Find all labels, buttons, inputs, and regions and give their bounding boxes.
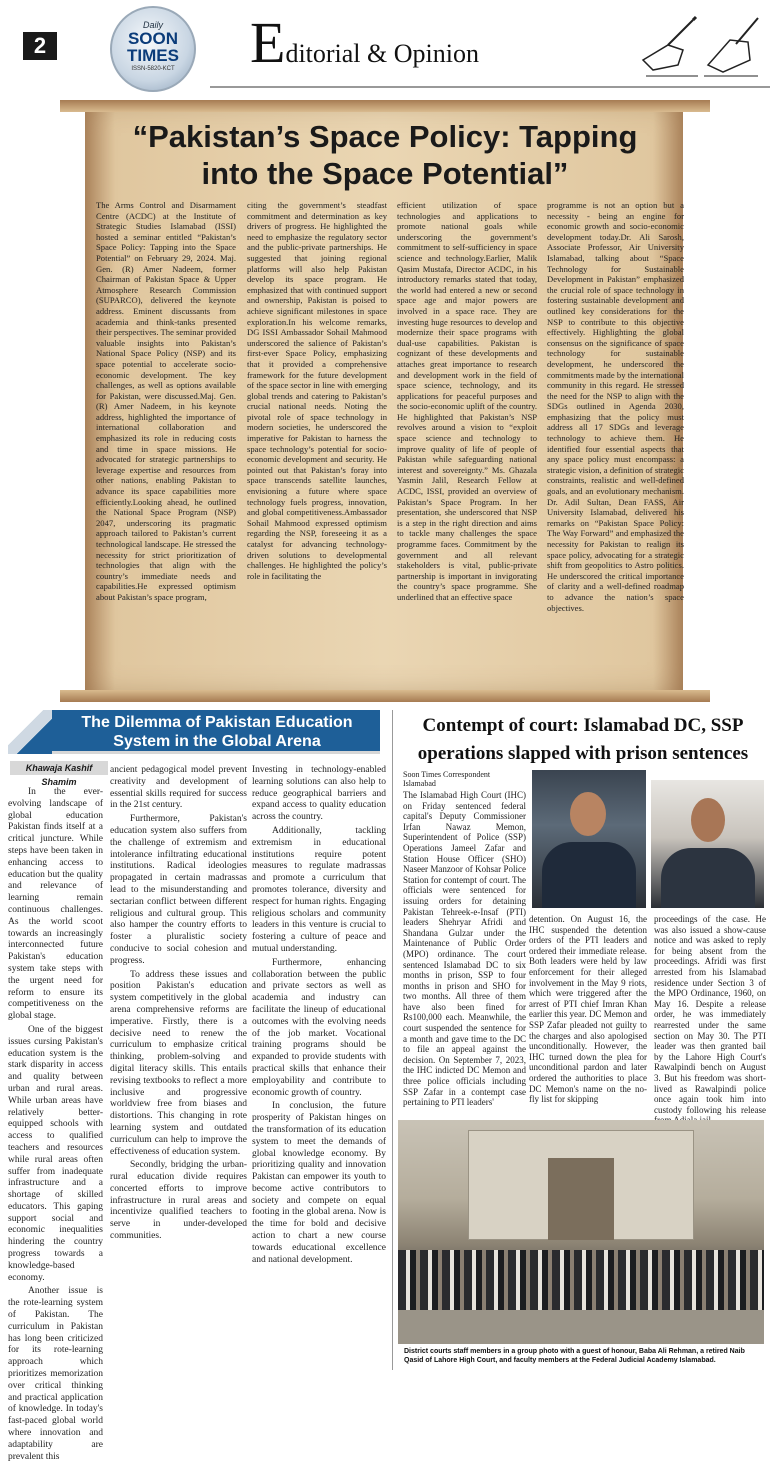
court-column-3: proceedings of the case. He was also issued a show-cause notice and was asked to reply for being absent from the proceedings. Afridi was first arrested from his Islamabad residence under Section 3 of the MPO Ordinance, 1960, on May 16. Despite a release order, he was immediately rearrested under the same section on May 30. The PTI leader was then granted bail by the Lahore High Court's Rawalpindi bench on August 3. But his freedom was short-lived as Rawalpindi police once again took him into custody following his release xyxy=(654,914,766,1115)
face xyxy=(570,792,606,836)
logo-soon: SOON xyxy=(127,29,179,48)
editorial-column-1: The Arms Control and Disarmament Centre (ACDC) at the Institute of Strategic Studies Islamabad (ISSI) hosted a seminar entitled “Pakistan’s Space Policy: Tapping into the Space Potential” on February 29, 2024. Maj. Gen. (R) Amer Nadeem, former Chairman of Pakistan Space & Upper Atmosphere Research Commission (SUPARCO), delivered the keynote address. Eminent discussants from academia and think-tanks presented their perspectives. The seminar provided valuable insights into Pakistan’s National Space Policy (NSP) and its space potential to accelerate socio-economic development. The key challenges, as well as options available for Pakistan, were discussed.Maj. Gen. (R) Amer Nadeem, in his keynote address, highlighted the importance of international collaboration and emphasized its role in reducing costs and time in space missions. He advocated for strategic partnerships to leverage expertise and resources from other nations, enabling Pakistan to advance its space capabilities more efficiently.Looking ahead, he outlined the National Space Program (NSP) 2047, underscoring its pragmatic approach tailored to Pakistan’s current technological landscape. He stressed the necessity for strict prioritization of technologies that align with the country’s immediate needs and capabilities.He expressed optimism about Pakistan’s space program, xyxy=(96,200,236,602)
correspondent: Soon Times Correspondent xyxy=(403,770,491,779)
logo-times: TIMES xyxy=(127,46,179,65)
editorial-headline: “Pakistan’s Space Policy: Tapping into the Space Potential” xyxy=(132,119,638,191)
paragraph: Furthermore, enhancing collaboration between the public and private sectors as well as academia and industry can facilitate the lineup of educational outcomes with the evolving needs of the job market. Vocational training programs should be expanded to provide students with practical skills that enhance their employability and contribute to economic growth of country. xyxy=(252,957,386,1098)
group-photo xyxy=(398,1120,764,1344)
headline-decoration xyxy=(8,710,52,754)
photo-caption: District courts staff members in a group photo with a guest of honour, Baba Ali Rehman, a retired Naib Qasid of Lahore High Court, and faculty members at the Federal Judicial Academy Islamabad. xyxy=(404,1348,745,1364)
paragraph: Furthermore, Pakistan's education system also suffers from the challenge of extremism and intolerance infiltrating educational institutions. Radical ideologies propagated in certain madrassas lead to the misunderstanding and sectarian conflict between different religious and cultural group. This also hamper the country efforts to foster a pluralistic society conducive to social cohesion and progress. xyxy=(110,814,247,966)
column-divider xyxy=(392,710,393,1370)
paragraph: ancient pedagogical model prevent creativity and development of essential skills required for success in the 21st century. xyxy=(110,765,247,811)
editorial-column-4: programme is not an option but a necessity - being an engine for economic growth and socio-economic development today.Dr. Ali Sarosh, Associate Professor, Air University Islamabad, talking about “Space Technology for Sustainable Development in Pakistan” emphasized the crucial role of space technology in fostering sustainable development and outlined key considerations for the NSP to contribute to this objective effectively. Highlighting the global consensus on the significance of space technology for sustainable development, he underscored the commitments made by the international community in this regard. He stressed the need for the NSP to align with the SDGs outlined in Agenda 2030, emphasizing that the policy must address all 17 SDGs and leverage technology to achieve them. He identified four essential aspects that any space policy must encompass: a strategic vision, a definition of strategic constraints, realistic and well-defined goals, and an evolutionary mechanism. Dr. Adil Sultan, Dean FASS, Air University Islamabad, delivered his remarks on “Pakistan Space Policy: The Way Forward” and emphasized the necessity for Pakistan to realign its space policy, advocating for a strategic shift from geopolitics to Astro politics. He underscored the critical importance of clarity and a well-defined roadmap to advance the nation’s space objectives. xyxy=(547,200,684,613)
suit xyxy=(542,842,636,908)
court-column-2: detention. On August 16, the IHC suspended the detention orders of the PTI leaders and ordered their immediate release. Both leaders were held by law enforcement for their alleged involvement in the May 9 riots, which were triggered after the arrest of PTI chief Imran Khan earlier this year. DC Memon and SSP Zafar pleaded not guilty to the charges and also apologised unconditionally. However, the IHC turned down the plea for unconditional pardon and later ordered the authorities to place DC Memon's name on the no-fly list for skipping xyxy=(529,914,647,1105)
people-row xyxy=(398,1250,764,1310)
editorial-column-2: citing the government’s steadfast commitment and determination as key drivers of progress. He highlighted the need to emphasize the regulatory sector and the public-private partnerships. He suggested that joining regional platforms will also help Pakistan develop its space program. He emphasized that with continued support and ownership, Pakistan is poised to achieve significant milestones in space exploration.In his welcome remarks, DG ISSI Ambassador Sohail Mahmood underscored the salience of Pakistan’s first-ever Space Policy, emphasizing that it provided a comprehensive framework for the future development of the space sector in line with emerging global trends and catering to Pakistan’s crucial national needs. Noting the pivotal role of space technology in modern societies, he underscored the imperative for Pakistan to harness the space technology’s potential for socio-economic development and security. He pointed out that Pakistan’s foray into space transcends satellite launches, envisioning a future where space technology fuels progress, innovation, and global competitiveness.Ambassador Sohail Mahmood expressed optimism regarding the NSP, foreseeing it as a catalyst for advancing technology-driven solutions to developmental challenges. He highlighted the policy’s role in facilitating the xyxy=(247,200,387,581)
paragraph: Additionally, tackling extremism in educational institutions require potent measures to regulate madrassas and promote a curriculum that promotes tolerance, diversity and respect for human rights. Engaging religious scholars and community leaders in this venture is crucial to fostering a culture of peace and mutual understanding. xyxy=(252,825,386,954)
writing-hands-icon xyxy=(638,10,766,84)
scroll-top-edge xyxy=(60,100,710,112)
header-rule xyxy=(210,86,770,88)
suit xyxy=(661,848,755,908)
court-headline: Contempt of court: Islamabad DC, SSP operations slapped with prison sentences xyxy=(417,715,749,764)
paragraph: One of the biggest issues cursing Pakistan's education system is the stark disparity in access and quality between urban and rural areas. While urban areas have relatively better-equipped schools with access to qualified teachers and resources while rural areas often suffer from inadequate infrastructure and a shortage of skilled educators. This gaping support social and economic inequalities hindering the country progress towards a knowledge-based economy. xyxy=(8,1024,103,1283)
section-initial: E xyxy=(250,10,286,75)
face xyxy=(691,798,725,842)
ssp-operations-photo xyxy=(651,780,764,908)
page-number: 2 xyxy=(23,32,57,60)
ground xyxy=(398,1310,764,1344)
paragraph: To address these issues and position Pakistan's education system competitively in the global arena comprehensive reforms are imperative. Firstly, there is a decisive need to renew the curriculum to emphasize critical thinking, problem-solving and digital literacy skills. This entails revising textbooks to reflect a more inclusive and progressive worldview free from biases and distortions. This changing in rote learning system and outdated curriculum can help to improve the effectiveness of education system. xyxy=(110,969,247,1157)
section-title-rest: ditorial & Opinion xyxy=(285,39,479,68)
education-headline-band xyxy=(8,710,380,754)
logo-daily: Daily xyxy=(142,20,163,30)
logo-issn: ISSN-5820-KCT xyxy=(131,66,175,72)
education-headline: The Dilemma of Pakistan Education System in the Global Arena xyxy=(81,714,353,750)
author-byline: Khawaja Kashif Shamim xyxy=(10,761,108,775)
paragraph: In the ever-evolving landscape of global education Pakistan finds itself at a critical juncture. While steps have been taken in enhancing access to education but the quality and relevance of learning remain continuous challenges. As the world scoot towards an increasingly interconnected future Pakistan's education system take steps with the urgent need for reform to ensure its competitiveness on the global stage. xyxy=(8,787,103,1022)
paragraph: Another issue is the rote-learning system of Pakistan. The curriculum in Pakistan has long been criticized for its rote-learning approach which prioritizes memorization over critical thinking and practical application of knowledge. In today's fast-paced global world where innovation and adaptability are prevalent this xyxy=(8,1286,103,1462)
education-column-1 xyxy=(8,787,103,1462)
education-column-3 xyxy=(252,765,386,1372)
masthead xyxy=(0,0,770,98)
correspondent-line xyxy=(403,770,490,788)
entrance xyxy=(548,1158,614,1240)
court-column-1: The Islamabad High Court (IHC) on Friday sentenced federal capital's Deputy Commissioner Irfan Nawaz Memon, Superintendent of Police (SSP) Operations Jameel Zafar and Station House Officer (SHO) Naseer Manzoor of Kohsar Police Station for contempt of court. The officials were sentenced for issuing orders for detaining Pakistan Tehreek-e-Insaf (PTI) leaders Shehryar Afridi and Shandana Gulzar under the Maintenance of Public Order (MPO) ordinance. The court sentenced Islamabad DC to six months in prison, SSP to four months in prison and SHO for two months. All three of them have also been fined for Rs100,000 each. Meanwhile, the court suspended the sentence for a month and gave time to the DC to file an appeal against the decision. On September 7, 2023, the IHC indicted DC Memon and three police officials including SSP Zafar in a contempt case pertaining to PTI leaders' xyxy=(403,790,526,1108)
paragraph: Investing in technology-enabled learning solutions can also help to reduce geographical barriers and expand access to quality education across the country. xyxy=(252,765,386,823)
scroll-bottom-edge xyxy=(60,690,710,702)
paragraph: In conclusion, the future prosperity of Pakistan hinges on the transformation of its education system to meet the demands of global knowledge economy. By prioritizing quality and innovation Pakistan can empower its youth to become active contributors to society and compete on equal footing in the global arena. Now is the time for bold and decisive action to chart a new course towards educational excellence and national development. xyxy=(252,1101,386,1265)
deputy-commissioner-photo xyxy=(532,770,646,908)
dateline: Islamabad xyxy=(403,779,436,788)
section-title xyxy=(250,10,479,75)
soon-times-logo xyxy=(110,6,196,92)
editorial-column-3: efficient utilization of space technologies and applications to promote national goals while underscoring the government’s commitment to self-sufficiency in space science and technology.Earlier, Malik Qasim Mustafa, Director ACDC, in his introductory remarks stated that today, the world had entered a new or second space age and major powers are involved in a space race. They are investing huge resources to develop and modernize their space programs with dual-use capabilities. Pakistan is cognizant of these developments and attaches great importance to research and development work in the field of space science, technology, and its applications for peaceful purposes and the socio-economic uplift of the country. He highlighted that Pakistan’s NSP revolves around a vision to “exploit space science and technology to improve quality of life of people of Pakistan while safeguarding national interest and sovereignty.” Ms. Ghazala Yasmin Jalil, Research Fellow at ACDC, ISSI, provided an overview of Pakistan’s Space Program. In her presentation, she underscored that NSP is a step in the right direction and aims to tackle many challenges the space programme faces. Commitment by the government and all relevant stakeholders is vital, public-private partnership is important in invigorating the country’s space programme. She underlined that an effective space xyxy=(397,200,537,602)
paragraph: Secondly, bridging the urban-rural education divide requires concerted efforts to improve infrastructure in rural areas and incentivize qualified teachers to serve in under-developed communities. xyxy=(110,1160,247,1242)
education-column-2 xyxy=(110,765,247,1372)
